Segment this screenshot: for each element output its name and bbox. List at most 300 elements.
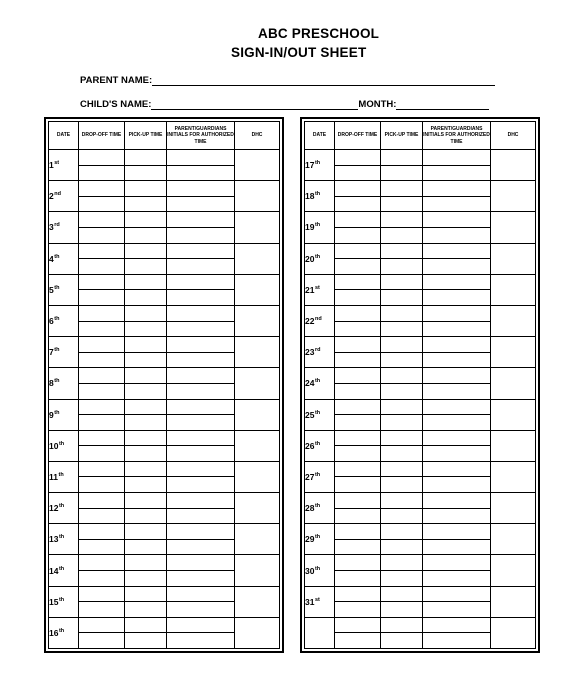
dhc-cell[interactable]: [235, 524, 280, 555]
dropoff-cell[interactable]: [79, 352, 125, 368]
guardian-cell[interactable]: [423, 524, 491, 540]
pickup-cell[interactable]: [381, 274, 423, 290]
pickup-cell[interactable]: [125, 399, 167, 415]
guardian-cell[interactable]: [423, 259, 491, 275]
table-row: [305, 524, 536, 540]
day-suffix: nd: [54, 191, 61, 198]
pickup-cell[interactable]: [125, 477, 167, 493]
pickup-cell[interactable]: [381, 446, 423, 462]
dropoff-cell[interactable]: [79, 274, 125, 290]
table-row: [49, 493, 280, 509]
date-cell: [305, 212, 335, 243]
dropoff-cell[interactable]: [79, 181, 125, 197]
table-row: [305, 212, 536, 228]
guardian-cell[interactable]: [167, 399, 235, 415]
table-row: [49, 555, 280, 571]
table-row: [49, 305, 280, 321]
dhc-cell[interactable]: [491, 305, 536, 336]
dropoff-cell[interactable]: [335, 508, 381, 524]
dropoff-cell[interactable]: [79, 383, 125, 399]
pickup-cell[interactable]: [125, 368, 167, 384]
dhc-cell[interactable]: [235, 181, 280, 212]
pickup-cell[interactable]: [125, 150, 167, 166]
day-number: 18: [305, 191, 315, 202]
dhc-cell[interactable]: [235, 430, 280, 461]
day-suffix: th: [58, 596, 65, 603]
pickup-cell[interactable]: [125, 243, 167, 259]
guardian-cell[interactable]: [423, 539, 491, 555]
dropoff-cell[interactable]: [79, 571, 125, 587]
guardian-cell[interactable]: [423, 493, 491, 509]
day-number: 13: [49, 534, 59, 545]
day-number: 16: [49, 627, 59, 638]
dropoff-cell[interactable]: [335, 617, 381, 633]
dropoff-cell[interactable]: [79, 399, 125, 415]
dhc-cell[interactable]: [491, 337, 536, 368]
dropoff-cell[interactable]: [335, 602, 381, 618]
pickup-cell[interactable]: [125, 539, 167, 555]
dhc-cell[interactable]: [491, 274, 536, 305]
dropoff-cell[interactable]: [335, 181, 381, 197]
dropoff-cell[interactable]: [335, 305, 381, 321]
guardian-cell[interactable]: [167, 274, 235, 290]
day-number: 30: [305, 565, 315, 576]
dropoff-cell[interactable]: [79, 524, 125, 540]
guardian-cell[interactable]: [167, 243, 235, 259]
pickup-cell[interactable]: [125, 165, 167, 181]
guardian-cell[interactable]: [167, 633, 235, 649]
dropoff-cell[interactable]: [79, 243, 125, 259]
dropoff-cell[interactable]: [335, 383, 381, 399]
dhc-cell[interactable]: [491, 430, 536, 461]
guardian-cell[interactable]: [167, 430, 235, 446]
dropoff-cell[interactable]: [335, 477, 381, 493]
guardian-cell[interactable]: [167, 150, 235, 166]
day-number: 6: [49, 316, 54, 327]
day-suffix: th: [58, 565, 65, 572]
guardian-cell[interactable]: [167, 602, 235, 618]
dropoff-header: DROP-OFF TIME: [79, 122, 125, 150]
guardian-cell[interactable]: [423, 243, 491, 259]
guardian-cell[interactable]: [423, 181, 491, 197]
dropoff-cell[interactable]: [79, 633, 125, 649]
guardian-cell[interactable]: [423, 337, 491, 353]
day-number: 4: [49, 253, 54, 264]
pickup-cell[interactable]: [125, 602, 167, 618]
dropoff-cell[interactable]: [335, 274, 381, 290]
dropoff-cell[interactable]: [79, 305, 125, 321]
dropoff-cell[interactable]: [79, 586, 125, 602]
pickup-cell[interactable]: [125, 524, 167, 540]
pickup-cell[interactable]: [125, 259, 167, 275]
pickup-cell[interactable]: [125, 212, 167, 228]
dropoff-cell[interactable]: [79, 259, 125, 275]
day-number: 28: [305, 503, 315, 514]
day-suffix: th: [314, 440, 321, 447]
dhc-cell[interactable]: [235, 150, 280, 181]
dropoff-cell[interactable]: [335, 368, 381, 384]
dropoff-cell[interactable]: [79, 555, 125, 571]
pickup-cell[interactable]: [381, 290, 423, 306]
day-number: 24: [305, 378, 315, 389]
day-suffix: th: [58, 440, 65, 447]
pickup-cell[interactable]: [125, 274, 167, 290]
pickup-cell[interactable]: [381, 617, 423, 633]
guardian-cell[interactable]: [423, 477, 491, 493]
dropoff-cell[interactable]: [335, 571, 381, 587]
date-cell: [49, 524, 79, 555]
pickup-cell[interactable]: [381, 539, 423, 555]
left-signin-table: [48, 121, 280, 649]
guardian-cell[interactable]: [423, 368, 491, 384]
dropoff-cell[interactable]: [79, 290, 125, 306]
guardian-cell[interactable]: [423, 352, 491, 368]
dropoff-cell[interactable]: [79, 165, 125, 181]
date-cell: [49, 493, 79, 524]
dropoff-cell[interactable]: [79, 337, 125, 353]
pickup-cell[interactable]: [125, 290, 167, 306]
day-suffix: th: [54, 409, 60, 416]
dropoff-cell[interactable]: [335, 196, 381, 212]
pickup-cell[interactable]: [125, 337, 167, 353]
dhc-cell[interactable]: [235, 212, 280, 243]
dhc-cell[interactable]: [491, 150, 536, 181]
dropoff-cell[interactable]: [79, 446, 125, 462]
guardian-cell[interactable]: [423, 586, 491, 602]
dhc-cell[interactable]: [235, 493, 280, 524]
date-cell: [305, 274, 335, 305]
dhc-cell[interactable]: [491, 524, 536, 555]
guardian-cell[interactable]: [167, 227, 235, 243]
dhc-cell[interactable]: [491, 555, 536, 586]
pickup-cell[interactable]: [381, 633, 423, 649]
dhc-cell[interactable]: [491, 243, 536, 274]
guardian-cell[interactable]: [167, 290, 235, 306]
dhc-cell[interactable]: [491, 399, 536, 430]
pickup-cell[interactable]: [125, 586, 167, 602]
pickup-cell[interactable]: [381, 555, 423, 571]
day-suffix: th: [314, 409, 321, 416]
guardian-cell[interactable]: [167, 571, 235, 587]
dropoff-cell[interactable]: [79, 415, 125, 431]
page-title: ABC PRESCHOOL: [258, 26, 380, 41]
child-name-field[interactable]: [151, 98, 358, 110]
date-cell: [305, 555, 335, 586]
date-cell: [305, 150, 335, 181]
parent-name-field[interactable]: [152, 74, 495, 86]
guardian-cell[interactable]: [423, 430, 491, 446]
dhc-cell[interactable]: [235, 368, 280, 399]
dropoff-cell[interactable]: [79, 227, 125, 243]
dropoff-header: DROP-OFF TIME: [335, 122, 381, 150]
dhc-cell[interactable]: [235, 243, 280, 274]
date-cell: [305, 461, 335, 492]
dropoff-cell[interactable]: [79, 602, 125, 618]
dropoff-cell[interactable]: [335, 415, 381, 431]
dropoff-cell[interactable]: [335, 586, 381, 602]
day-number: 10: [49, 440, 59, 451]
day-number: 14: [49, 565, 59, 576]
date-cell: [49, 305, 79, 336]
pickup-cell[interactable]: [381, 165, 423, 181]
day-suffix: rd: [54, 222, 60, 229]
day-number: 31: [305, 596, 315, 607]
day-suffix: th: [54, 378, 60, 385]
dropoff-cell[interactable]: [79, 493, 125, 509]
pickup-cell[interactable]: [381, 524, 423, 540]
pickup-cell[interactable]: [125, 493, 167, 509]
pickup-cell[interactable]: [125, 461, 167, 477]
pickup-cell[interactable]: [125, 555, 167, 571]
guardian-cell[interactable]: [167, 555, 235, 571]
table-header-row: [305, 122, 536, 150]
guardian-cell[interactable]: [423, 150, 491, 166]
dropoff-cell[interactable]: [335, 399, 381, 415]
guardian-cell[interactable]: [423, 617, 491, 633]
right-signin-panel: [300, 117, 540, 653]
pickup-cell[interactable]: [381, 352, 423, 368]
guardian-cell[interactable]: [167, 461, 235, 477]
day-number: 25: [305, 409, 315, 420]
pickup-cell[interactable]: [381, 415, 423, 431]
pickup-cell[interactable]: [381, 227, 423, 243]
right-signin-table: [304, 121, 536, 649]
day-number: 2: [49, 191, 54, 202]
dhc-cell[interactable]: [491, 617, 536, 648]
dropoff-cell[interactable]: [335, 259, 381, 275]
table-row: [305, 617, 536, 633]
date-cell: [49, 430, 79, 461]
page-subtitle: SIGN-IN/OUT SHEET: [231, 45, 367, 60]
pickup-cell[interactable]: [381, 181, 423, 197]
day-number: 22: [305, 316, 315, 327]
dhc-cell[interactable]: [235, 586, 280, 617]
month-field[interactable]: [396, 98, 489, 110]
guardian-cell[interactable]: [423, 305, 491, 321]
guardian-cell[interactable]: [167, 181, 235, 197]
dhc-header: DHC: [491, 122, 536, 150]
pickup-cell[interactable]: [125, 227, 167, 243]
table-row: [305, 150, 536, 166]
dhc-cell[interactable]: [491, 368, 536, 399]
dropoff-cell[interactable]: [335, 524, 381, 540]
table-row: [49, 617, 280, 633]
guardian-cell[interactable]: [423, 227, 491, 243]
day-suffix: th: [58, 471, 64, 478]
dhc-cell[interactable]: [491, 493, 536, 524]
date-cell: [49, 212, 79, 243]
dropoff-cell[interactable]: [335, 446, 381, 462]
dropoff-cell[interactable]: [79, 430, 125, 446]
pickup-cell[interactable]: [125, 617, 167, 633]
pickup-cell[interactable]: [125, 508, 167, 524]
guardian-cell[interactable]: [167, 259, 235, 275]
pickup-cell[interactable]: [381, 212, 423, 228]
dhc-cell[interactable]: [235, 337, 280, 368]
dropoff-cell[interactable]: [335, 493, 381, 509]
dhc-cell[interactable]: [235, 399, 280, 430]
guardian-cell[interactable]: [167, 493, 235, 509]
table-row: [49, 430, 280, 446]
dropoff-cell[interactable]: [335, 430, 381, 446]
guardian-cell[interactable]: [167, 368, 235, 384]
guardian-cell[interactable]: [423, 555, 491, 571]
guardian-cell[interactable]: [423, 571, 491, 587]
guardian-cell[interactable]: [167, 477, 235, 493]
guardian-cell[interactable]: [423, 290, 491, 306]
parent-name-label: PARENT NAME:: [80, 75, 153, 86]
pickup-cell[interactable]: [381, 150, 423, 166]
dhc-cell[interactable]: [235, 274, 280, 305]
guardian-cell[interactable]: [167, 321, 235, 337]
dropoff-cell[interactable]: [335, 321, 381, 337]
guardian-cell[interactable]: [167, 165, 235, 181]
guardian-cell[interactable]: [423, 633, 491, 649]
pickup-cell[interactable]: [125, 196, 167, 212]
dropoff-cell[interactable]: [335, 352, 381, 368]
pickup-cell[interactable]: [125, 633, 167, 649]
day-number: 8: [49, 378, 54, 389]
pickup-cell[interactable]: [125, 383, 167, 399]
dropoff-cell[interactable]: [79, 617, 125, 633]
dropoff-cell[interactable]: [335, 243, 381, 259]
dhc-cell[interactable]: [491, 586, 536, 617]
day-number: 26: [305, 440, 315, 451]
pickup-cell[interactable]: [381, 493, 423, 509]
date-cell: [49, 461, 79, 492]
pickup-cell[interactable]: [381, 368, 423, 384]
pickup-cell[interactable]: [381, 305, 423, 321]
guardian-cell[interactable]: [423, 508, 491, 524]
pickup-cell[interactable]: [125, 321, 167, 337]
guardian-cell[interactable]: [167, 586, 235, 602]
guardian-cell[interactable]: [167, 446, 235, 462]
guardian-cell[interactable]: [423, 274, 491, 290]
table-row: [49, 586, 280, 602]
dropoff-cell[interactable]: [335, 227, 381, 243]
date-cell: [305, 586, 335, 617]
date-cell: [49, 368, 79, 399]
dhc-cell[interactable]: [491, 181, 536, 212]
table-row: [49, 368, 280, 384]
day-number: 21: [305, 284, 315, 295]
dropoff-cell[interactable]: [79, 477, 125, 493]
dhc-cell[interactable]: [491, 212, 536, 243]
guardian-cell[interactable]: [423, 196, 491, 212]
guardian-cell[interactable]: [167, 305, 235, 321]
pickup-cell[interactable]: [381, 337, 423, 353]
guardian-cell[interactable]: [423, 321, 491, 337]
pickup-cell[interactable]: [381, 477, 423, 493]
date-header: DATE: [305, 122, 335, 150]
dhc-cell[interactable]: [235, 617, 280, 648]
dropoff-cell[interactable]: [335, 165, 381, 181]
pickup-cell[interactable]: [125, 305, 167, 321]
dhc-cell[interactable]: [491, 461, 536, 492]
guardian-cell[interactable]: [167, 383, 235, 399]
dropoff-cell[interactable]: [335, 539, 381, 555]
guardian-cell[interactable]: [167, 352, 235, 368]
day-number: 12: [49, 503, 59, 514]
dropoff-cell[interactable]: [79, 321, 125, 337]
dropoff-cell[interactable]: [79, 368, 125, 384]
dhc-cell[interactable]: [235, 555, 280, 586]
day-suffix: th: [54, 316, 60, 323]
date-cell: [305, 305, 335, 336]
pickup-cell[interactable]: [381, 508, 423, 524]
pickup-cell[interactable]: [125, 181, 167, 197]
dropoff-cell[interactable]: [79, 196, 125, 212]
pickup-cell[interactable]: [381, 243, 423, 259]
dropoff-cell[interactable]: [335, 290, 381, 306]
pickup-cell[interactable]: [381, 383, 423, 399]
dropoff-cell[interactable]: [335, 461, 381, 477]
pickup-cell[interactable]: [125, 430, 167, 446]
guardian-cell[interactable]: [423, 212, 491, 228]
pickup-cell[interactable]: [381, 196, 423, 212]
pickup-cell[interactable]: [125, 571, 167, 587]
guardian-cell[interactable]: [423, 415, 491, 431]
parent-name-row: [80, 74, 495, 86]
pickup-cell[interactable]: [125, 415, 167, 431]
guardian-cell[interactable]: [423, 165, 491, 181]
guardian-cell[interactable]: [423, 399, 491, 415]
table-row: [305, 461, 536, 477]
guardian-cell[interactable]: [167, 539, 235, 555]
day-suffix: th: [58, 503, 65, 510]
pickup-cell[interactable]: [125, 446, 167, 462]
dropoff-cell[interactable]: [79, 508, 125, 524]
pickup-cell[interactable]: [381, 430, 423, 446]
pickup-cell[interactable]: [381, 321, 423, 337]
pickup-cell[interactable]: [381, 586, 423, 602]
guardian-cell[interactable]: [167, 415, 235, 431]
pickup-cell[interactable]: [381, 461, 423, 477]
dropoff-cell[interactable]: [335, 555, 381, 571]
guardian-cell[interactable]: [167, 337, 235, 353]
dropoff-cell[interactable]: [335, 337, 381, 353]
dropoff-cell[interactable]: [335, 212, 381, 228]
pickup-cell[interactable]: [381, 399, 423, 415]
pickup-cell[interactable]: [381, 259, 423, 275]
dropoff-cell[interactable]: [335, 150, 381, 166]
pickup-cell[interactable]: [381, 571, 423, 587]
dhc-cell[interactable]: [235, 461, 280, 492]
guardian-cell[interactable]: [423, 446, 491, 462]
date-cell: [49, 617, 79, 648]
guardian-cell[interactable]: [167, 524, 235, 540]
dropoff-cell[interactable]: [79, 461, 125, 477]
date-cell: [305, 181, 335, 212]
guardian-cell[interactable]: [167, 212, 235, 228]
guardian-cell[interactable]: [167, 617, 235, 633]
dropoff-cell[interactable]: [335, 633, 381, 649]
dropoff-cell[interactable]: [79, 539, 125, 555]
pickup-cell[interactable]: [125, 352, 167, 368]
day-number: 3: [49, 222, 54, 233]
guardian-cell[interactable]: [167, 508, 235, 524]
guardian-cell[interactable]: [167, 196, 235, 212]
day-suffix: th: [314, 503, 321, 510]
date-cell: [49, 399, 79, 430]
guardian-cell[interactable]: [423, 461, 491, 477]
dropoff-cell[interactable]: [79, 150, 125, 166]
dhc-cell[interactable]: [235, 305, 280, 336]
dropoff-cell[interactable]: [79, 212, 125, 228]
guardian-cell[interactable]: [423, 383, 491, 399]
pickup-cell[interactable]: [381, 602, 423, 618]
guardian-cell[interactable]: [423, 602, 491, 618]
